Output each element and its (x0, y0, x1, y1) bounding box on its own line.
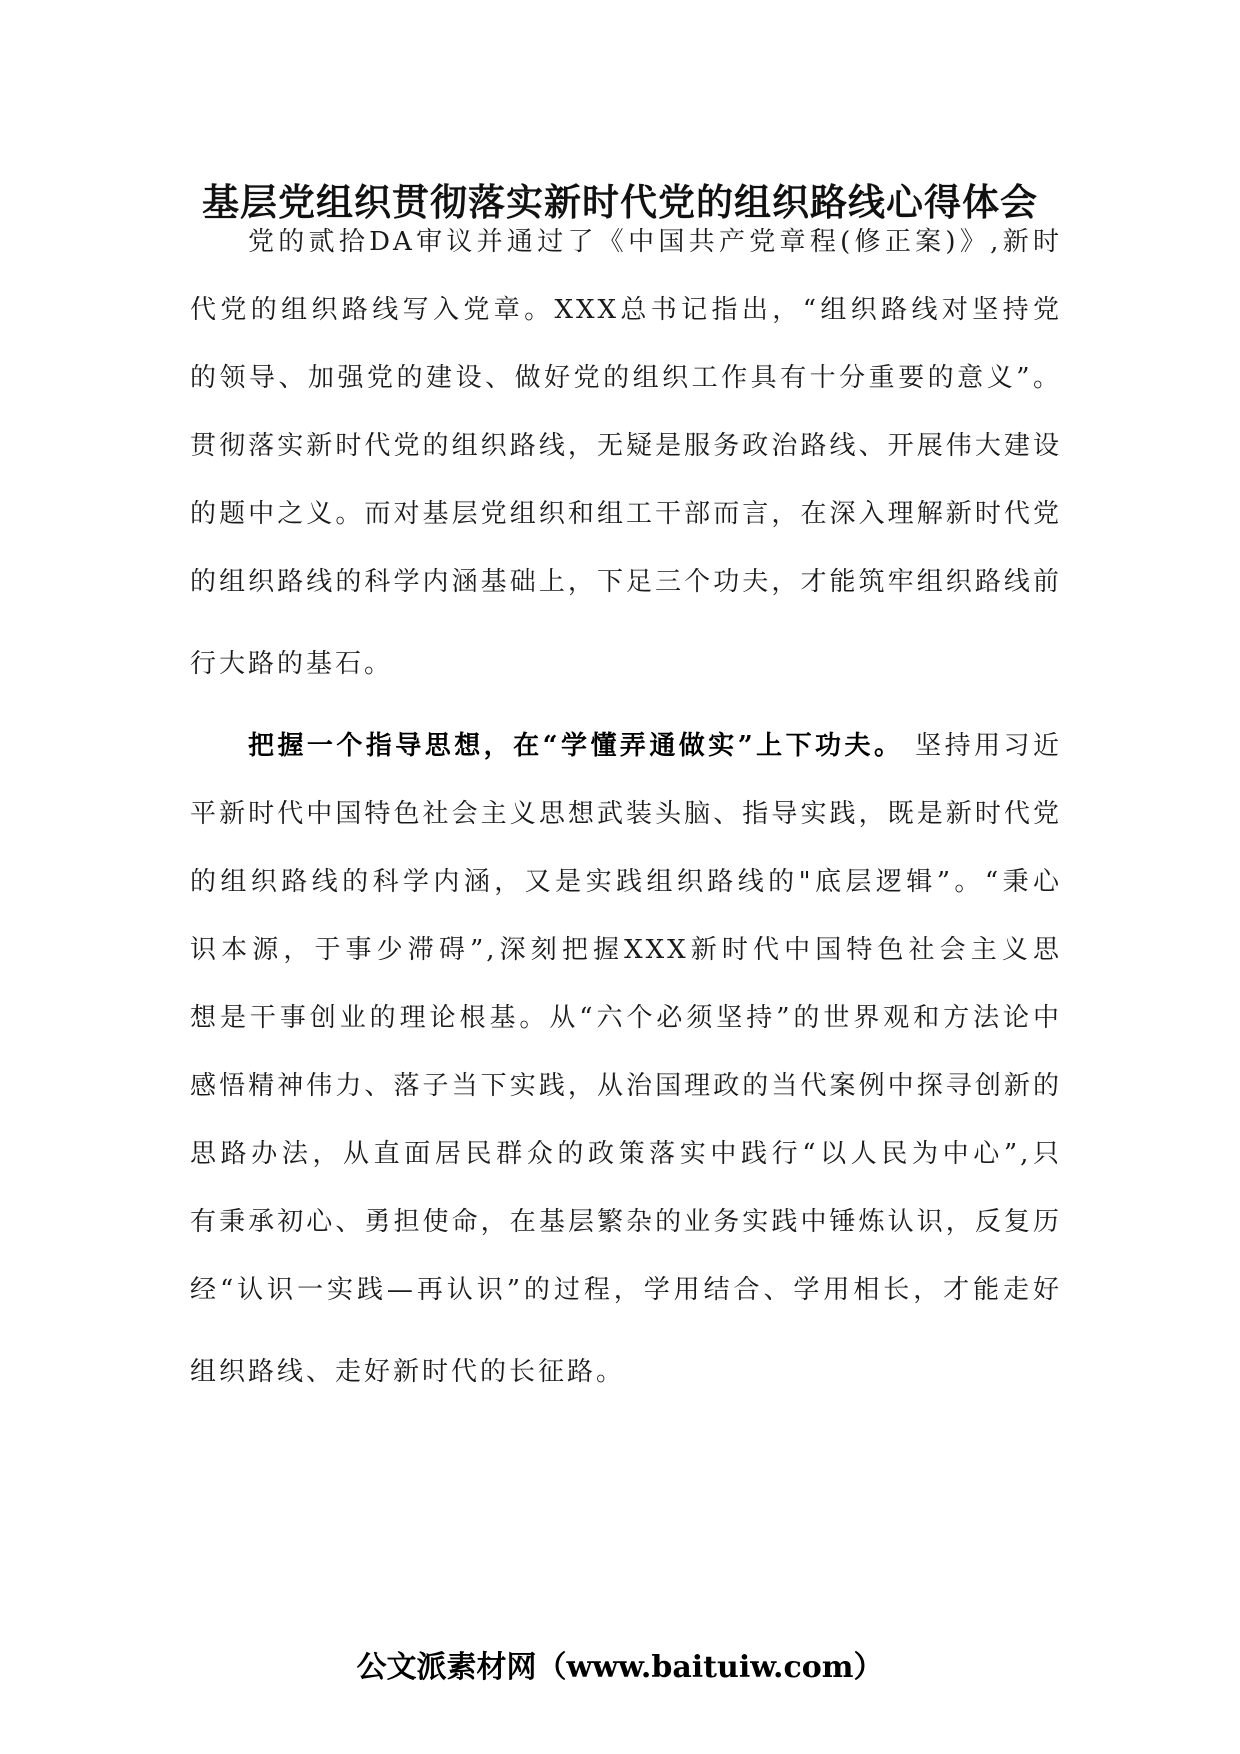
paragraph-line: 的组织路线的科学内涵，又是实践组织路线的"底层逻辑”。“秉心 (190, 867, 1062, 897)
paragraph-line: 代党的组织路线写入党章。XXX总书记指出，“组织路线对坚持党 (190, 295, 1062, 325)
paragraph-line: 的领导、加强党的建设、做好党的组织工作具有十分重要的意义”。 (190, 363, 1062, 393)
footer-source: 公文派素材网（www.baituiw.com） (356, 1650, 884, 1685)
paragraph-line: 贯彻落实新时代党的组织路线，无疑是服务政治路线、开展伟大建设 (190, 431, 1062, 461)
paragraph-line: 党的贰拾DA审议并通过了《中国共产党章程(修正案)》,新时 (248, 227, 1062, 257)
paragraph-line: 有秉承初心、勇担使命，在基层繁杂的业务实践中锤炼认识，反复历 (190, 1207, 1062, 1237)
paragraph-intro (190, 208, 1062, 698)
paragraph-line: 行大路的基石。 (190, 649, 394, 679)
paragraph-guiding-thought (190, 712, 1062, 1406)
paragraph-line: 经“认识一实践—再认识”的过程，学用结合、学用相长，才能走好 (190, 1275, 1062, 1305)
paragraph-lead-rest: 坚持用习近 (915, 731, 1063, 761)
paragraph-line: 识本源，于事少滞碍”,深刻把握XXX新时代中国特色社会主义思 (190, 935, 1062, 965)
paragraph-line: 感悟精神伟力、落子当下实践，从治国理政的当代案例中探寻创新的 (190, 1071, 1062, 1101)
paragraph-lead-heading: 把握一个指导思想，在“学懂弄通做实”上下功夫。 (248, 731, 904, 761)
paragraph-line: 组织路线、走好新时代的长征路。 (190, 1357, 626, 1387)
paragraph-line-with-lead (190, 712, 1062, 780)
paragraph-line: 平新时代中国特色社会主义思想武装头脑、指导实践，既是新时代党 (190, 799, 1062, 829)
paragraph-line: 想是干事创业的理论根基。从“六个必须坚持”的世界观和方法论中 (190, 1003, 1062, 1033)
paragraph-line: 的题中之义。而对基层党组织和组工干部而言，在深入理解新时代党 (190, 499, 1062, 529)
document-title: 基层党组织贯彻落实新时代党的组织路线心得体会 (202, 180, 1038, 224)
paragraph-line: 的组织路线的科学内涵基础上，下足三个功夫，才能筑牢组织路线前 (190, 567, 1062, 597)
paragraph-line: 思路办法，从直面居民群众的政策落实中践行“以人民为中心”,只 (190, 1139, 1062, 1169)
